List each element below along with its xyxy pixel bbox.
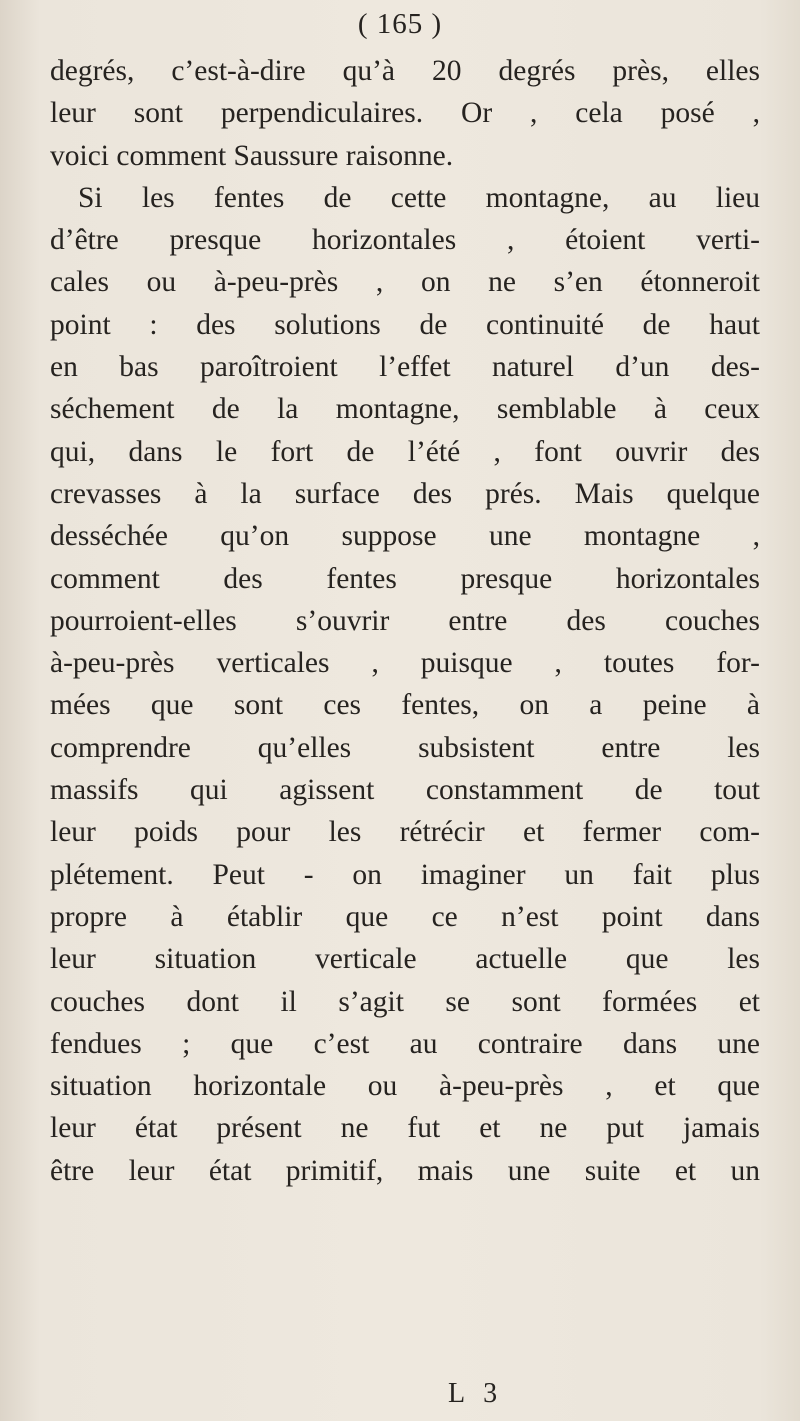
- text-line: fendues ; que c’est au contraire dans une: [50, 1027, 760, 1060]
- text-line: en bas paroîtroient l’effet naturel d’un des-: [50, 351, 760, 384]
- text-line: qui, dans le fort de l’été , font ouvrir des: [50, 435, 760, 468]
- text-line: voici comment Saussure raisonne.: [50, 139, 454, 172]
- text-line: comprendre qu’elles subsistent entre les: [50, 731, 760, 764]
- text-line: leur poids pour les rétrécir et fermer com-: [50, 816, 760, 849]
- text-line: situation horizontale ou à-peu-près , et que: [50, 1070, 760, 1103]
- text-line: à-peu-près verticales , puisque , toutes for-: [50, 647, 760, 680]
- text-line: leur état présent ne fut et ne put jamais: [50, 1112, 760, 1145]
- text-line: cales ou à-peu-près , on ne s’en étonneroit: [50, 266, 760, 299]
- text-line: leur sont perpendiculaires. Or , cela posé ,: [50, 97, 760, 130]
- signature-mark: L 3: [448, 1378, 504, 1409]
- text-line: propre à établir que ce n’est point dans: [50, 900, 760, 933]
- text-line: pourroient-elles s’ouvrir entre des couches: [50, 604, 760, 637]
- text-line: massifs qui agissent constamment de tout: [50, 774, 760, 807]
- text-line: point : des solutions de continuité de haut: [50, 308, 760, 341]
- text-line: être leur état primitif, mais une suite et un: [50, 1154, 760, 1187]
- text-line: degrés, c’est-à-dire qu’à 20 degrés près, elles: [50, 55, 760, 87]
- page-number: ( 165 ): [357, 8, 443, 40]
- text-line: plétement. Peut - on imaginer un fait plus: [50, 858, 760, 891]
- text-line: d’être presque horizontales , étoient verti-: [50, 224, 760, 257]
- text-line: mées que sont ces fentes, on a peine à: [50, 689, 760, 722]
- text-line: couches dont il s’agit se sont formées et: [50, 985, 760, 1018]
- text-line: desséchée qu’on suppose une montagne ,: [50, 520, 760, 553]
- body-text: [50, 50, 760, 1192]
- text-line: leur situation verticale actuelle que les: [50, 943, 760, 976]
- text-line: comment des fentes presque horizontales: [50, 562, 760, 595]
- text-line: crevasses à la surface des prés. Mais quelque: [50, 477, 760, 510]
- text-line: séchement de la montagne, semblable à ceux: [50, 393, 760, 426]
- text-line: Si les fentes de cette montagne, au lieu: [78, 181, 760, 214]
